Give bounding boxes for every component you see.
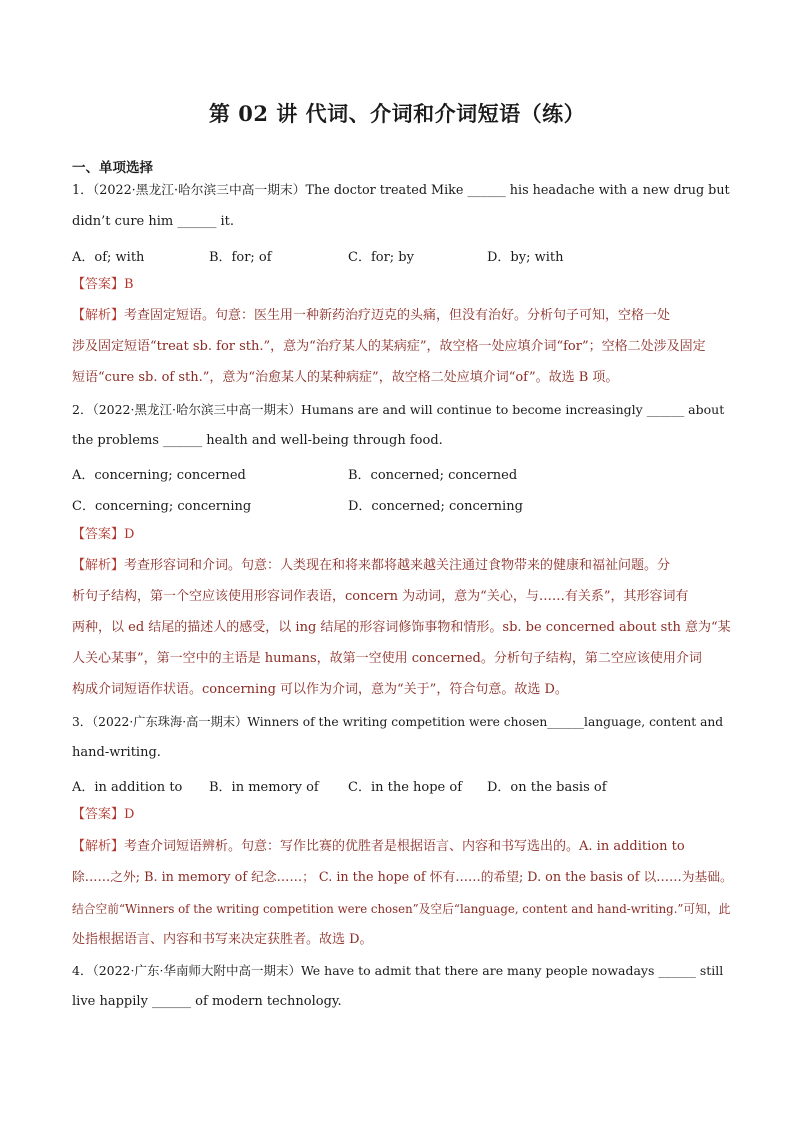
- q3-answer-value: D: [124, 807, 135, 822]
- explain-tag: 【解析】: [72, 558, 125, 573]
- q1-explanation-line: 涉及固定短语“treat sb. for sth.”，意为“治疗某人的某病症”，故空格一处应填介词“for”；空格二处涉及固定: [72, 339, 706, 354]
- explain-tag: 【解析】: [72, 308, 125, 323]
- q2-explanation-line: 构成介词短语作状语。concerning 可以作为介词，意为“关于”，符合句意。故选 D。: [72, 682, 568, 697]
- question-2-line-1: 2．（2022·黑龙江·哈尔滨三中高一期末）Humans are and will continue to become increasingly ______ about: [72, 402, 725, 417]
- q2-explanation-line: 两种，以 ed 结尾的描述人的感受，以 ing 结尾的形容词修饰事物和情形。sb. be concerned about sth 意为“某: [72, 620, 731, 635]
- question-1-line-2: didn’t cure him ______ it.: [72, 214, 234, 229]
- answer-tag: 【答案】: [72, 807, 125, 822]
- q2-explanation-text: 考查形容词和介词。句意：人类现在和将来都将越来越关注通过食物带来的健康和福祉问题。分: [124, 558, 671, 573]
- q3-option-d: D．on the basis of: [487, 780, 607, 795]
- q1-option-b: B．for; of: [209, 250, 272, 265]
- question-1-line-1: 1．（2022·黑龙江·哈尔滨三中高一期末）The doctor treated Mike ______ his headache with a new drug but: [72, 183, 730, 198]
- q3-explanation-text: 考查介词短语辨析。句意：写作比赛的优胜者是根据语言、内容和书写选出的。A. in addition to: [124, 839, 685, 854]
- q3-explanation-line: 除……之外; B. in memory of 纪念……； C. in the hope of 怀有……的希望; D. on the basis of 以……为基础。: [72, 870, 733, 885]
- q3-answer: [72, 806, 732, 824]
- q1-explanation-line: [72, 307, 732, 325]
- q2-explanation-line: 析句子结构，第一个空应该使用形容词作表语，concern 为动词，意为“关心，与……有关系”，其形容词有: [72, 589, 689, 604]
- q1-option-c: C．for; by: [348, 250, 414, 265]
- q3-option-a: A．in addition to: [72, 780, 183, 795]
- question-4-line-1: 4．（2022·广东·华南师大附中高一期末）We have to admit that there are many people nowadays ______ still: [72, 963, 724, 978]
- q2-explanation-line: [72, 557, 732, 575]
- question-2-line-2: the problems ______ health and well-being through food.: [72, 433, 443, 448]
- q1-explanation-line: 短语“cure sb. of sth.”，意为“治愈某人的某种病症”，故空格二处应填介词“of”。故选 B 项。: [72, 370, 619, 385]
- page-title: 第 02 讲 代词、介词和介词短语（练）: [208, 101, 586, 126]
- answer-tag: 【答案】: [72, 277, 125, 292]
- q2-answer: [72, 526, 732, 544]
- q3-option-b: B．in memory of: [209, 780, 319, 795]
- q3-explanation-line: [72, 838, 732, 856]
- q1-option-a: A．of; with: [72, 250, 145, 265]
- q3-explanation-line: 结合空前“Winners of the writing competition were chosen”及空后“language, content and hand-writing.”可知，此: [72, 902, 731, 916]
- q3-explanation-line: 处指根据语言、内容和书写来决定获胜者。故选 D。: [72, 932, 373, 947]
- q1-explanation-text: 考查固定短语。句意：医生用一种新药治疗迈克的头痛，但没有治好。分析句子可知，空格一处: [124, 308, 671, 323]
- q2-option-a: A．concerning; concerned: [72, 468, 246, 483]
- question-3-line-1: 3．（2022·广东珠海·高一期末）Winners of the writing competition were chosen______language, content and: [72, 715, 724, 729]
- section-heading: 一、单项选择: [72, 160, 153, 176]
- answer-tag: 【答案】: [72, 527, 125, 542]
- q1-answer-value: B: [124, 277, 134, 292]
- q3-option-c: C．in the hope of: [348, 780, 463, 795]
- q2-answer-value: D: [124, 527, 135, 542]
- q1-answer: [72, 276, 732, 294]
- q1-option-d: D．by; with: [487, 250, 564, 265]
- question-3-line-2: hand-writing.: [72, 745, 161, 760]
- question-4-line-2: live happily ______ of modern technology.: [72, 994, 342, 1009]
- q2-option-b: B．concerned; concerned: [348, 468, 518, 483]
- explain-tag: 【解析】: [72, 839, 125, 854]
- q2-option-c: C．concerning; concerning: [72, 499, 252, 514]
- q2-option-d: D．concerned; concerning: [348, 499, 523, 514]
- q2-explanation-line: 人关心某事”，第一空中的主语是 humans，故第一空使用 concerned。分析句子结构，第二空应该使用介词: [72, 651, 702, 666]
